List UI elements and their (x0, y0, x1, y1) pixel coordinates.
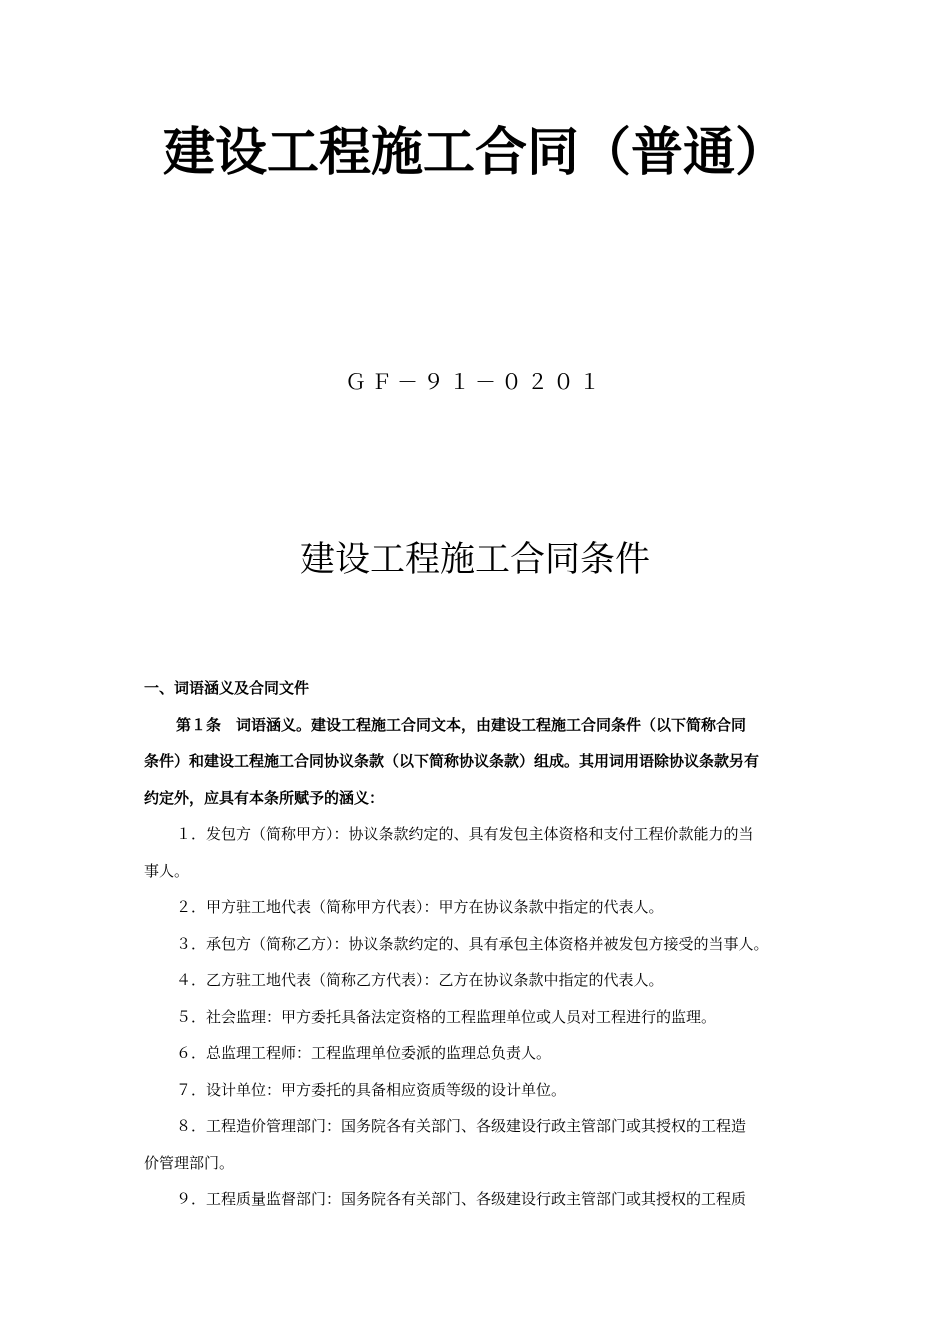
definition-9-line-1: ９．工程质量监督部门：国务院各有关部门、各级建设行政主管部门或其授权的工程质 (176, 1190, 747, 1208)
contract-code: ＧＦ－９１－０２０１ (345, 370, 605, 394)
definition-8-line-2: 价管理部门。 (144, 1153, 235, 1172)
article-1-line-3: 约定外，应具有本条所赋予的涵义： (144, 788, 385, 807)
definition-6: ６．总监理工程师：工程监理单位委派的监理总负责人。 (176, 1044, 552, 1062)
definition-8-line-1: ８．工程造价管理部门：国务院各有关部门、各级建设行政主管部门或其授权的工程造 (176, 1117, 747, 1135)
document-subtitle: 建设工程施工合同条件 (299, 540, 650, 580)
definition-7: ７．设计单位：甲方委托的具备相应资质等级的设计单位。 (176, 1080, 567, 1099)
document-title: 建设工程施工合同（普通） (162, 123, 787, 183)
article-1-line-1: 第１条 词语涵义。建设工程施工合同文本，由建设工程施工合同条件（以下简称合同 (176, 715, 747, 734)
definition-4: ４．乙方驻工地代表（简称乙方代表）：乙方在协议条款中指定的代表人。 (176, 971, 664, 989)
section-heading: 一、词语涵义及合同文件 (144, 679, 310, 697)
document-body (144, 670, 844, 1218)
definition-5: ５．社会监理：甲方委托具备法定资格的工程监理单位或人员对工程进行的监理。 (176, 1007, 717, 1026)
article-1-line-2: 条件）和建设工程施工合同协议条款（以下简称协议条款）组成。其用词用语除协议条款另有 (144, 752, 760, 770)
definition-3: ３．承包方（简称乙方）：协议条款约定的、具有承包主体资格并被发包方接受的当事人。 (176, 934, 769, 953)
definition-2: ２．甲方驻工地代表（简称甲方代表）：甲方在协议条款中指定的代表人。 (176, 898, 664, 916)
definition-1-line-1: １．发包方（简称甲方）：协议条款约定的、具有发包主体资格和支付工程价款能力的当 (176, 825, 754, 843)
definition-1-line-2: 事人。 (144, 861, 190, 880)
